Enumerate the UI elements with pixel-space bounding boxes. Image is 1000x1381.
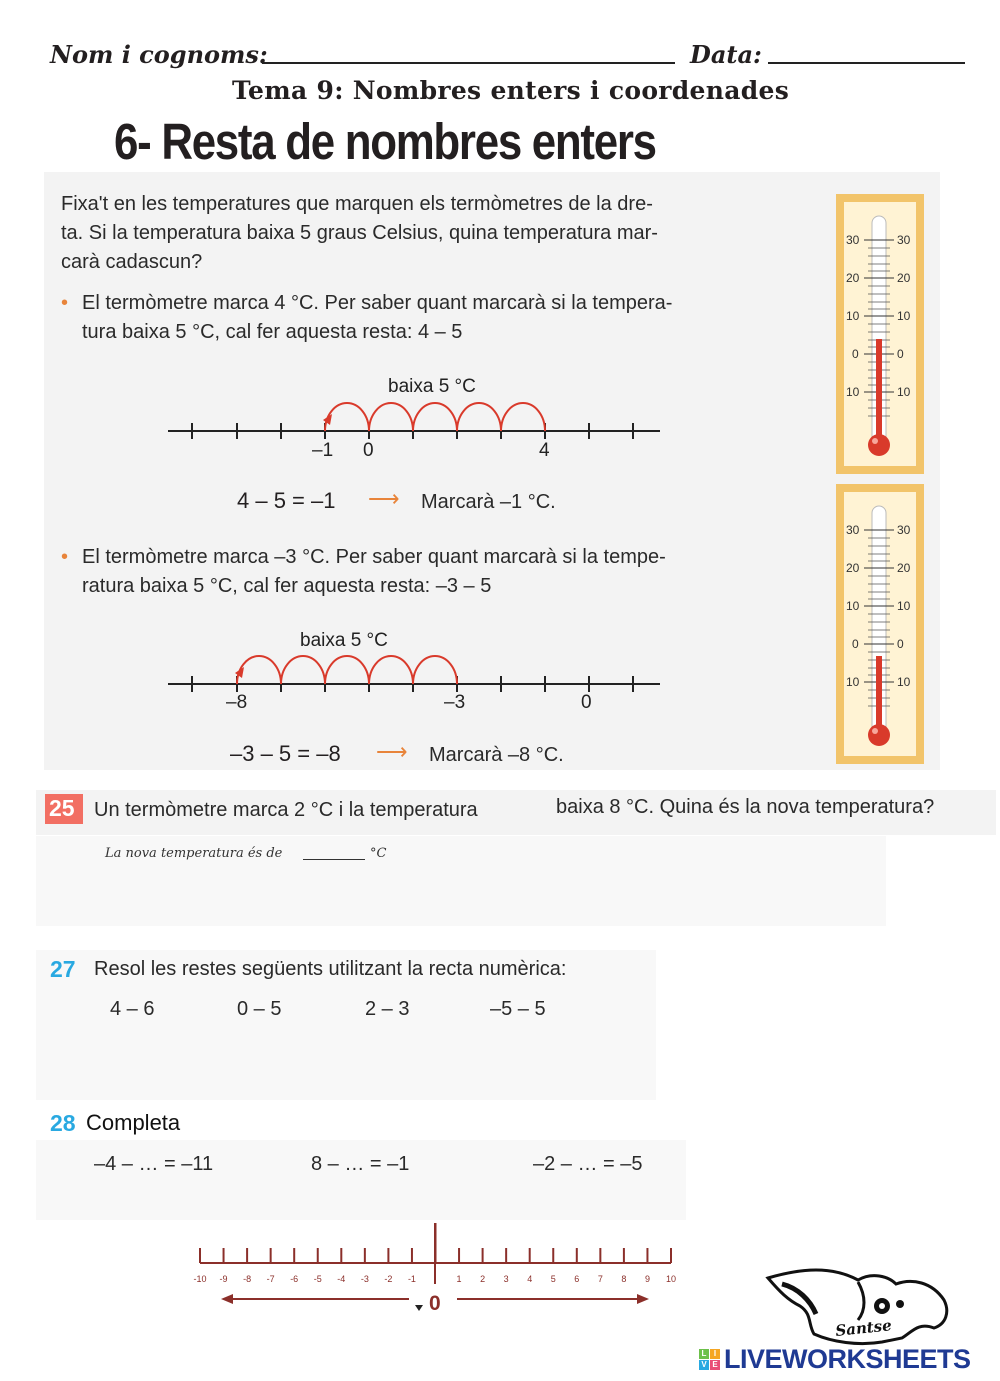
bullet-2: • — [61, 546, 69, 568]
intro-line-3: carà cadascun? — [61, 251, 203, 273]
name-label: Nom i cognoms: — [50, 40, 268, 69]
number-line-label: 3 — [503, 1274, 509, 1284]
example1-tick-4: 4 — [539, 440, 550, 461]
thermo1-scale-30-left: 30 — [846, 233, 860, 247]
number-line-label: 2 — [480, 1274, 486, 1284]
example1-line-2: tura baixa 5 °C, cal fer aquesta resta: 4 – 5 — [82, 321, 463, 343]
ex25-text-b: baixa 8 °C. Quina és la nova temperatura? — [556, 796, 935, 818]
ex25-answer-prefix: La nova temperatura és de — [105, 846, 283, 861]
ex25-answer-suffix: °C — [370, 846, 387, 861]
thermometer-1 — [836, 194, 924, 474]
liveworksheets-brand[interactable]: LIVEWORKSHEETS — [724, 1344, 971, 1374]
number-line-label: -6 — [290, 1274, 299, 1284]
badge-letter-e: E — [710, 1360, 720, 1370]
ex27-text: Resol les restes següents utilitzant la recta numèrica: — [94, 958, 567, 980]
number-line-label: -5 — [313, 1274, 322, 1284]
example2-tick-0: 0 — [581, 692, 592, 713]
date-field[interactable] — [768, 62, 965, 64]
thermo2-scale-m10-right: 10 — [897, 675, 911, 689]
thermo2-scale-30-right: 30 — [897, 523, 911, 537]
intro-line-1: Fixa't en les temperatures que marquen els termòmetres de la dre- — [61, 193, 653, 215]
example1-arc-label: baixa 5 °C — [388, 376, 476, 397]
thermo2-scale-10-right: 10 — [897, 599, 911, 613]
number-line-label: -9 — [219, 1274, 228, 1284]
ex28-number: 28 — [50, 1110, 76, 1136]
number-line-label: -1 — [407, 1274, 416, 1284]
thermo1-scale-m10-right: 10 — [897, 385, 911, 399]
ex28-item-3: –2 – … = –5 — [533, 1153, 643, 1175]
number-line-label: 9 — [644, 1274, 650, 1284]
number-line-label: -3 — [360, 1274, 369, 1284]
number-line-label: 10 — [665, 1274, 677, 1284]
thermo1-scale-0-right: 0 — [897, 347, 904, 361]
example2-line-1: El termòmetre marca –3 °C. Per saber quant marcarà si la tempe- — [82, 546, 666, 568]
example1-result: Marcarà –1 °C. — [421, 491, 556, 513]
thermo2-scale-20-right: 20 — [897, 561, 911, 575]
topic-heading: Tema 9: Nombres enters i coordenades — [232, 76, 790, 105]
ex27-item-3: 2 – 3 — [365, 998, 410, 1020]
thermo1-scale-10-left: 10 — [846, 309, 860, 323]
ex27-item-4: –5 – 5 — [490, 998, 546, 1020]
number-line-label: 1 — [456, 1274, 462, 1284]
ex27-item-2: 0 – 5 — [237, 998, 282, 1020]
arrow-right-icon: ⟶ — [376, 739, 408, 764]
thermo1-scale-30-right: 30 — [897, 233, 911, 247]
number-line-label: -4 — [337, 1274, 346, 1284]
example2-arc-label: baixa 5 °C — [300, 630, 388, 651]
example2-number-line — [160, 622, 670, 722]
badge-letter-l: L — [699, 1349, 709, 1359]
thermo2-scale-10-left: 10 — [846, 599, 860, 613]
intro-line-2: ta. Si la temperatura baixa 5 graus Celsius, quina temperatura mar- — [61, 222, 658, 244]
thermo2-scale-30-left: 30 — [846, 523, 860, 537]
bottom-number-line — [185, 1218, 685, 1318]
thermo1-scale-10-right: 10 — [897, 309, 911, 323]
number-line-label: 5 — [550, 1274, 556, 1284]
date-label: Data: — [690, 40, 762, 69]
example1-number-line — [160, 368, 670, 468]
example2-equation: –3 – 5 = –8 — [230, 741, 341, 766]
number-line-label: -8 — [243, 1274, 252, 1284]
badge-letter-v: V — [699, 1360, 709, 1370]
example2-tick-minus3: –3 — [444, 692, 466, 713]
thermo1-scale-20-right: 20 — [897, 271, 911, 285]
example2-line-2: ratura baixa 5 °C, cal fer aquesta resta: –3 – 5 — [82, 575, 492, 597]
badge-letter-i: I — [710, 1349, 720, 1359]
example2-result: Marcarà –8 °C. — [429, 744, 564, 766]
thermo2-scale-0-right: 0 — [897, 637, 904, 651]
santse-signature-logo — [762, 1262, 962, 1348]
ex25-number: 25 — [49, 795, 75, 821]
thermometer-2 — [836, 484, 924, 764]
number-line-label: 7 — [597, 1274, 603, 1284]
number-line-label: -10 — [193, 1274, 207, 1284]
arrow-right-icon: ⟶ — [368, 486, 400, 511]
ex28-item-1: –4 – … = –11 — [94, 1153, 214, 1175]
thermo2-scale-20-left: 20 — [846, 561, 860, 575]
thermo2-scale-0-left: 0 — [852, 637, 859, 651]
signature-text: Santse — [834, 1316, 893, 1340]
thermo1-scale-m10-left: 10 — [846, 385, 860, 399]
example1-tick-minus1: –1 — [312, 440, 334, 461]
example1-tick-0: 0 — [363, 440, 374, 461]
bullet-1: • — [61, 292, 69, 314]
thermo2-scale-m10-left: 10 — [846, 675, 860, 689]
ex27-item-1: 4 – 6 — [110, 998, 155, 1020]
liveworksheets-badge-icon — [699, 1349, 721, 1371]
name-field[interactable] — [262, 62, 675, 64]
example1-line-1: El termòmetre marca 4 °C. Per saber quant marcarà si la tempera- — [82, 292, 673, 314]
number-line-label: 8 — [621, 1274, 627, 1284]
example2-tick-minus8: –8 — [226, 692, 248, 713]
number-line-label: -7 — [266, 1274, 275, 1284]
number-line-label: 4 — [527, 1274, 533, 1284]
thermo1-scale-0-left: 0 — [852, 347, 859, 361]
number-line-zero: 0 — [429, 1292, 441, 1315]
example1-equation: 4 – 5 = –1 — [237, 488, 336, 513]
page-title: 6- Resta de nombres enters — [114, 113, 656, 170]
number-line-label: -2 — [384, 1274, 393, 1284]
number-line-label: 6 — [574, 1274, 580, 1284]
ex25-text-a: Un termòmetre marca 2 °C i la temperatura — [94, 799, 478, 821]
ex28-text: Completa — [86, 1110, 181, 1135]
ex28-item-2: 8 – … = –1 — [311, 1153, 410, 1175]
thermo1-scale-20-left: 20 — [846, 271, 860, 285]
ex25-answer-input[interactable] — [303, 859, 365, 860]
ex27-number: 27 — [50, 956, 76, 982]
